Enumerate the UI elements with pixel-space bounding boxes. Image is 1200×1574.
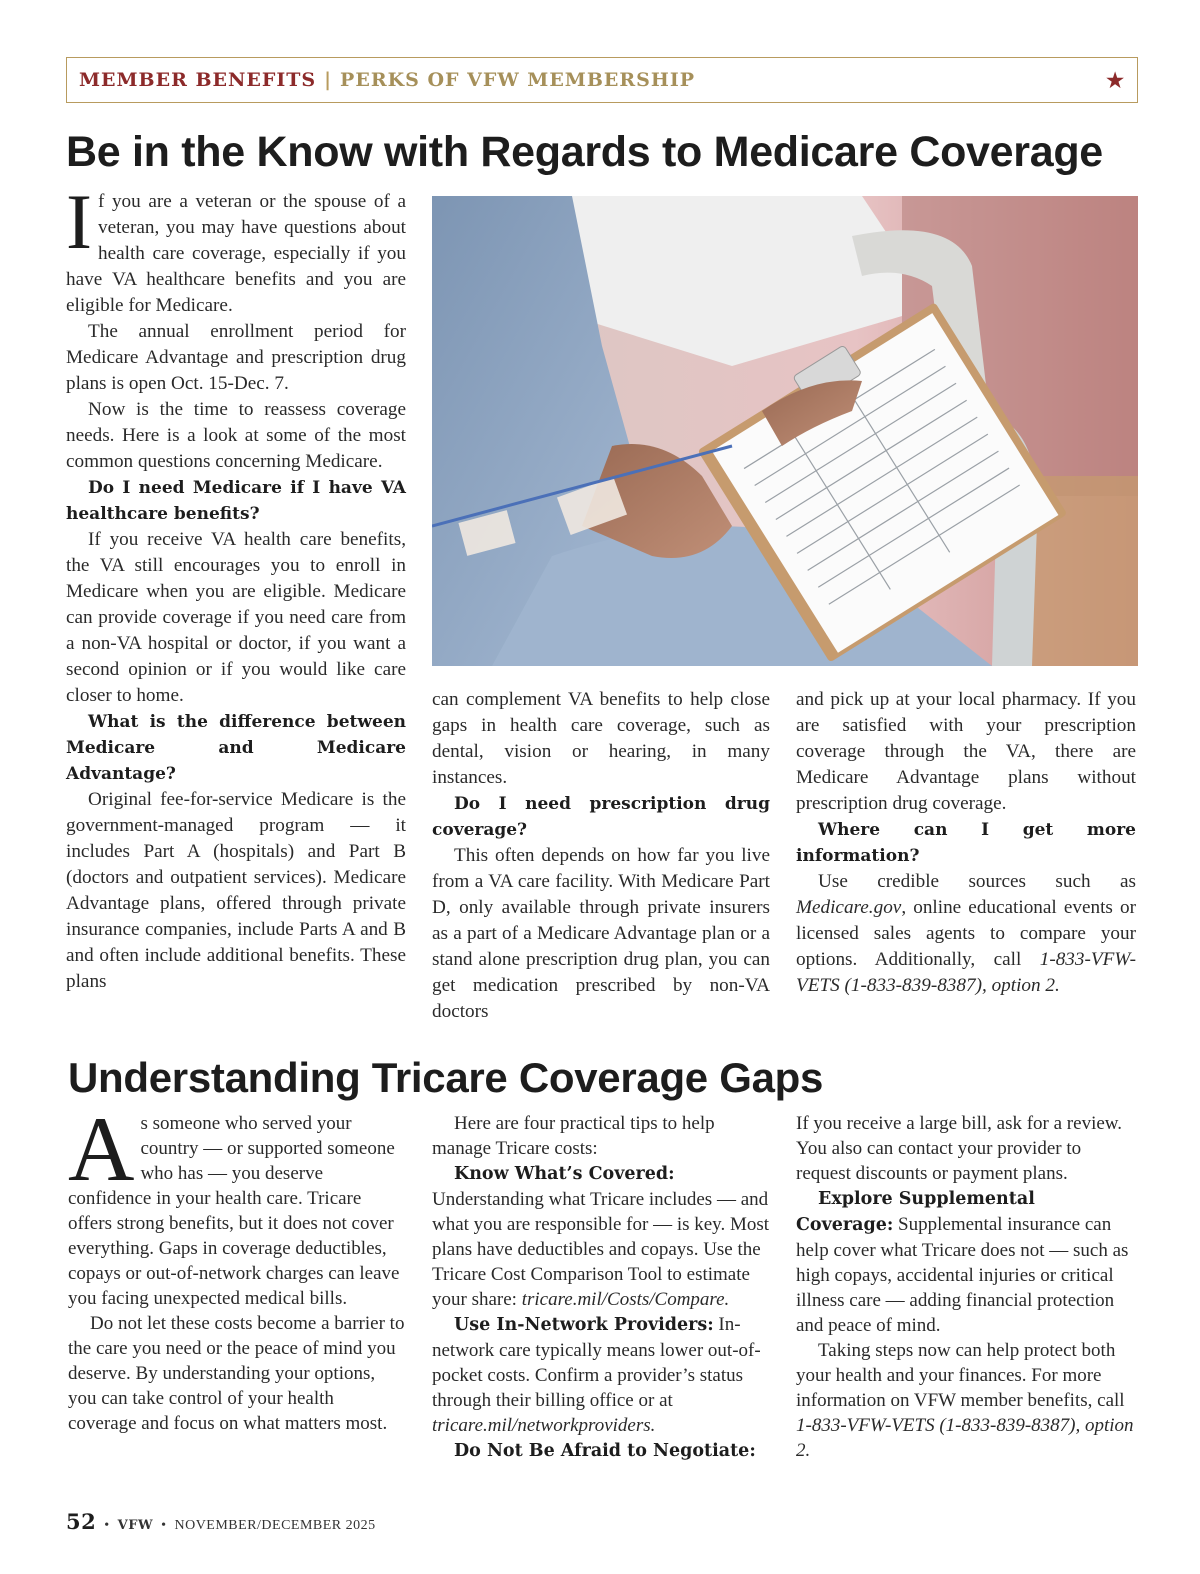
tip-heading: Explore Supplemental Coverage:	[796, 1189, 1035, 1235]
article-title-2: Understanding Tricare Coverage Gaps	[68, 1054, 824, 1101]
footer-dot: •	[104, 1518, 110, 1533]
drop-cap: I	[66, 178, 92, 265]
body-paragraph: If you receive a large bill, ask for a review. You also can contact your provider to request discounts or payment plans.	[796, 1113, 1123, 1184]
banner-separator: |	[324, 69, 333, 91]
phone-number: 1-833-VFW-VETS (1-833-839-8387), option 2.	[796, 949, 1136, 996]
tricare-network-link[interactable]: tricare.mil/networkproviders.	[432, 1415, 656, 1436]
photo-illustration	[432, 196, 1138, 666]
body-paragraph: and pick up at your local pharmacy. If you are satisfied with your prescription coverage through the VA, there are Medicare Advantage plans without prescription drug coverage.	[796, 689, 1136, 814]
body-paragraph: The annual enrollment period for Medicare Advantage and prescription drug plans is open Oct. 15-Dec. 7.	[66, 321, 406, 394]
question-heading: Do I need prescription drug coverage?	[432, 794, 770, 840]
closing-paragraph: Taking steps now can help protect both your health and your finances. For more information on VFW member benefits, call 1-833-VFW-VETS (1-833-839-8387), option 2.	[796, 1340, 1134, 1461]
answer-paragraph: Original fee-for-service Medicare is the government-managed program — it includes Part A (hospitals) and Part B (doctors and outpatient services). Medicare Advantage plans, offered through private insurance companies, include Parts A and B and often include additional benefits. These plans	[66, 789, 406, 992]
question-heading: Where can I get more information?	[796, 820, 1136, 866]
tip-heading: Do Not Be Afraid to Negotiate:	[454, 1441, 756, 1461]
section-label: MEMBER BENEFITS	[79, 69, 317, 91]
section-banner	[66, 57, 1138, 103]
footer-dot: •	[161, 1518, 167, 1533]
tip-paragraph: Explore Supplemental Coverage: Supplemental insurance can help cover what Tricare does not — such as high copays, accidental injuries or critical illness care — adding financial protection and peace of mind.	[796, 1189, 1129, 1336]
page-number: 52	[66, 1509, 97, 1534]
intro-paragraph: If you are a veteran or the spouse of a veteran, you may have questions about health care coverage, especially if you have VA healthcare benefits and you are eligible for Medicare.	[66, 178, 406, 316]
tip-paragraph	[432, 1438, 770, 1464]
drop-cap: A	[68, 1098, 135, 1200]
answer-paragraph: Use credible sources such as Medicare.gov, online educational events or licensed sales agents to compare your options. Additionally, call 1-833-VFW-VETS (1-833-839-8387), option 2.	[796, 871, 1136, 996]
article1-column-1	[66, 178, 406, 995]
body-paragraph: Do not let these costs become a barrier to the care you need or the peace of mind you deserve. By understanding your options, you can take control of your health coverage and focus on what matters most.	[68, 1313, 405, 1434]
body-paragraph: can complement VA benefits to help close gaps in health care coverage, such as dental, vision or hearing, in many instances.	[432, 689, 770, 788]
body-paragraph: Here are four practical tips to help manage Tricare costs:	[432, 1113, 715, 1159]
article1-column-2	[432, 687, 770, 1025]
tricare-cost-link[interactable]: tricare.mil/Costs/Compare.	[521, 1289, 730, 1310]
article-title: Be in the Know with Regards to Medicare Coverage	[66, 128, 1103, 176]
tip-heading: Use In-Network Providers:	[454, 1315, 714, 1335]
question-heading: What is the difference between Medicare and Medicare Advantage?	[66, 712, 406, 784]
medicare-website-link[interactable]: Medicare.gov	[796, 897, 902, 918]
hospital-patient-photo	[432, 196, 1138, 666]
article2-column-3	[796, 1111, 1136, 1463]
magazine-name: VFW	[117, 1518, 154, 1533]
page-footer	[66, 1509, 376, 1534]
answer-paragraph: If you receive VA health care benefits, the VA still encourages you to enroll in Medicare when you are eligible. Medicare can provide coverage if you need care from a non-VA hospital or doctor, if you want a second opinion or if you would like care closer to home.	[66, 529, 406, 706]
answer-paragraph: This often depends on how far you live from a VA care facility. With Medicare Part D, only available through private insurers as a part of a Medicare Advantage plan or a stand alone prescription drug plan, you can get medication prescribed by non-VA doctors	[432, 845, 770, 1022]
tip-paragraph: Know What’s Covered: Understanding what Tricare includes — and what you are responsible for — is key. Most plans have deductibles and copays. Use the Tricare Cost Comparison Tool to estimate your share: tricare.mil/Costs/Compare.	[432, 1164, 770, 1310]
intro-paragraph: As someone who served your country — or supported someone who has — you deserve confidence in your health care. Tricare offers strong benefits, but it does not cover everything. Gaps in coverage deductibles, copays or out-of-network charges can leave you facing unexpected medical bills.	[68, 1098, 400, 1309]
star-icon: ★	[1106, 68, 1125, 92]
phone-number: 1-833-VFW-VETS (1-833-839-8387), option 2.	[796, 1415, 1134, 1461]
article1-column-3	[796, 687, 1136, 999]
question-heading: Do I need Medicare if I have VA healthcare benefits?	[66, 478, 406, 524]
subsection-label: PERKS OF VFW MEMBERSHIP	[340, 69, 696, 91]
tip-paragraph: Use In-Network Providers: In-network care typically means lower out-of-pocket costs. Confirm a provider’s status through their billing office or at tricare.mil/networkproviders.	[432, 1314, 761, 1436]
article2-column-2	[432, 1111, 770, 1464]
tip-heading: Know What’s Covered:	[454, 1164, 675, 1184]
body-paragraph: Now is the time to reassess coverage needs. Here is a look at some of the most common questions concerning Medicare.	[66, 399, 406, 472]
article2-column-1	[68, 1098, 406, 1436]
issue-date: NOVEMBER/DECEMBER 2025	[174, 1518, 376, 1533]
